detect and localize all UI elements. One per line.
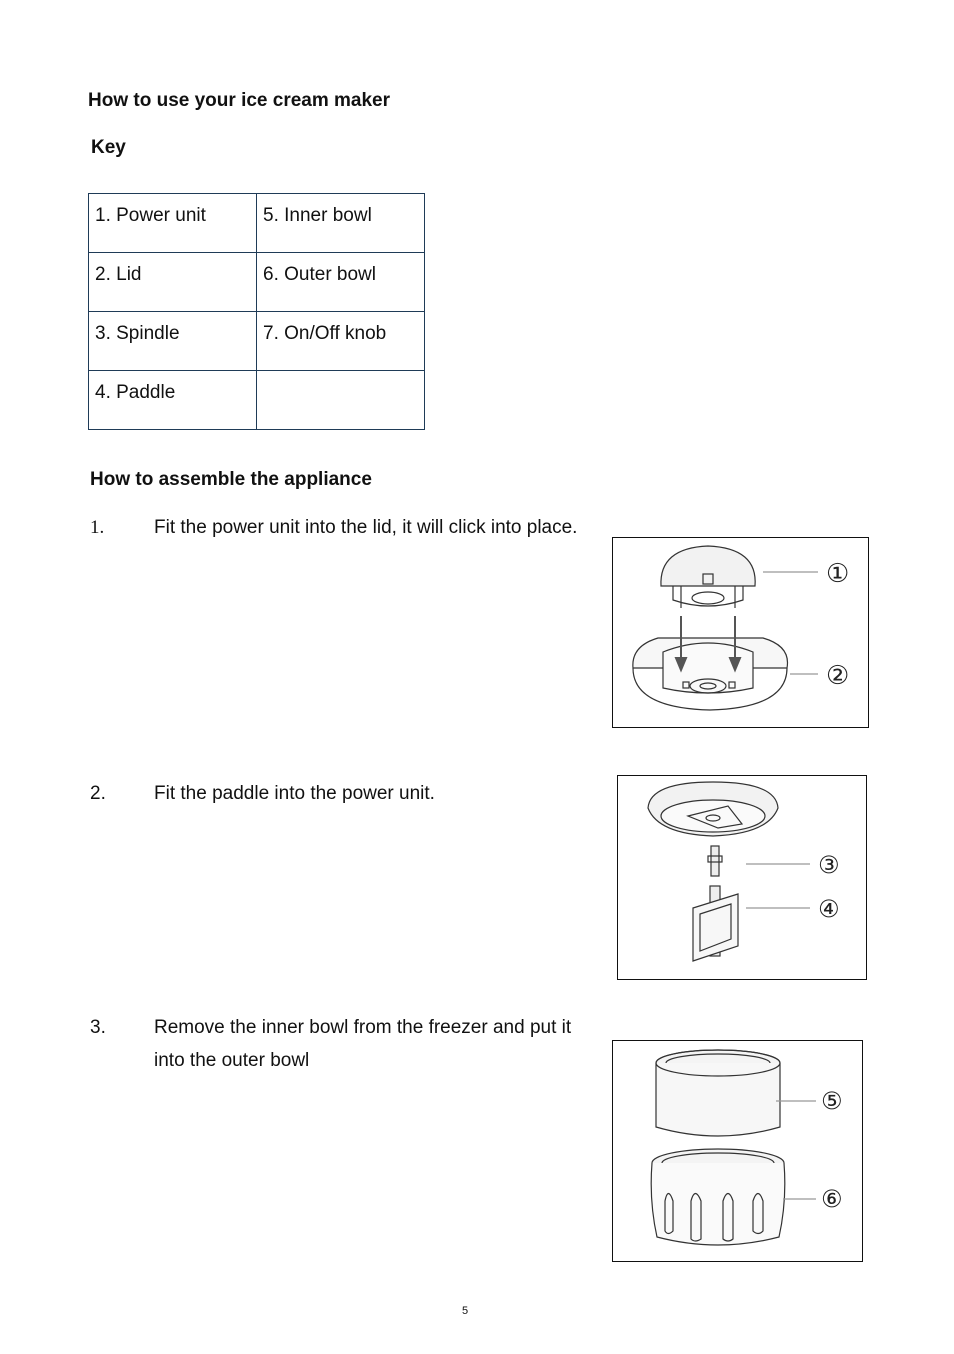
table-cell: 7. On/Off knob: [257, 312, 425, 371]
step-text: Fit the power unit into the lid, it will click into place.: [154, 517, 578, 538]
power-unit-lid-illustration: [612, 537, 869, 728]
table-cell: 5. Inner bowl: [257, 194, 425, 253]
callout-6: ⑥: [821, 1185, 843, 1213]
table-cell: 2. Lid: [89, 253, 257, 312]
step-number: 2.: [90, 783, 106, 804]
table-row: [89, 194, 425, 253]
callout-2: ②: [826, 661, 850, 691]
page-title: How to use your ice cream maker: [88, 90, 391, 111]
table-cell: [257, 371, 425, 430]
bowls-illustration: [612, 1040, 863, 1262]
callout-5: ⑤: [821, 1087, 843, 1115]
table-row: [89, 371, 425, 430]
paddle-spindle-illustration: [617, 775, 867, 980]
key-heading: Key: [91, 137, 126, 158]
assembly-drawing: [613, 538, 867, 726]
table-cell: 6. Outer bowl: [257, 253, 425, 312]
page-number: 5: [462, 1305, 469, 1317]
table-cell: 4. Paddle: [89, 371, 257, 430]
key-table: [88, 193, 425, 430]
table-row: [89, 312, 425, 371]
assemble-heading: How to assemble the appliance: [90, 469, 372, 490]
table-cell: 3. Spindle: [89, 312, 257, 371]
step-number: 3.: [90, 1017, 106, 1038]
step-number: 1.: [90, 517, 105, 538]
assembly-drawing: [613, 1041, 861, 1260]
assembly-drawing: [618, 776, 865, 978]
step-text: Fit the paddle into the power unit.: [154, 783, 435, 804]
step-text: Remove the inner bowl from the freezer and put it into the outer bowl: [154, 1017, 572, 1071]
callout-1: ①: [826, 559, 850, 589]
callout-3: ③: [818, 851, 840, 879]
table-row: [89, 253, 425, 312]
callout-4: ④: [818, 895, 840, 923]
table-cell: 1. Power unit: [89, 194, 257, 253]
